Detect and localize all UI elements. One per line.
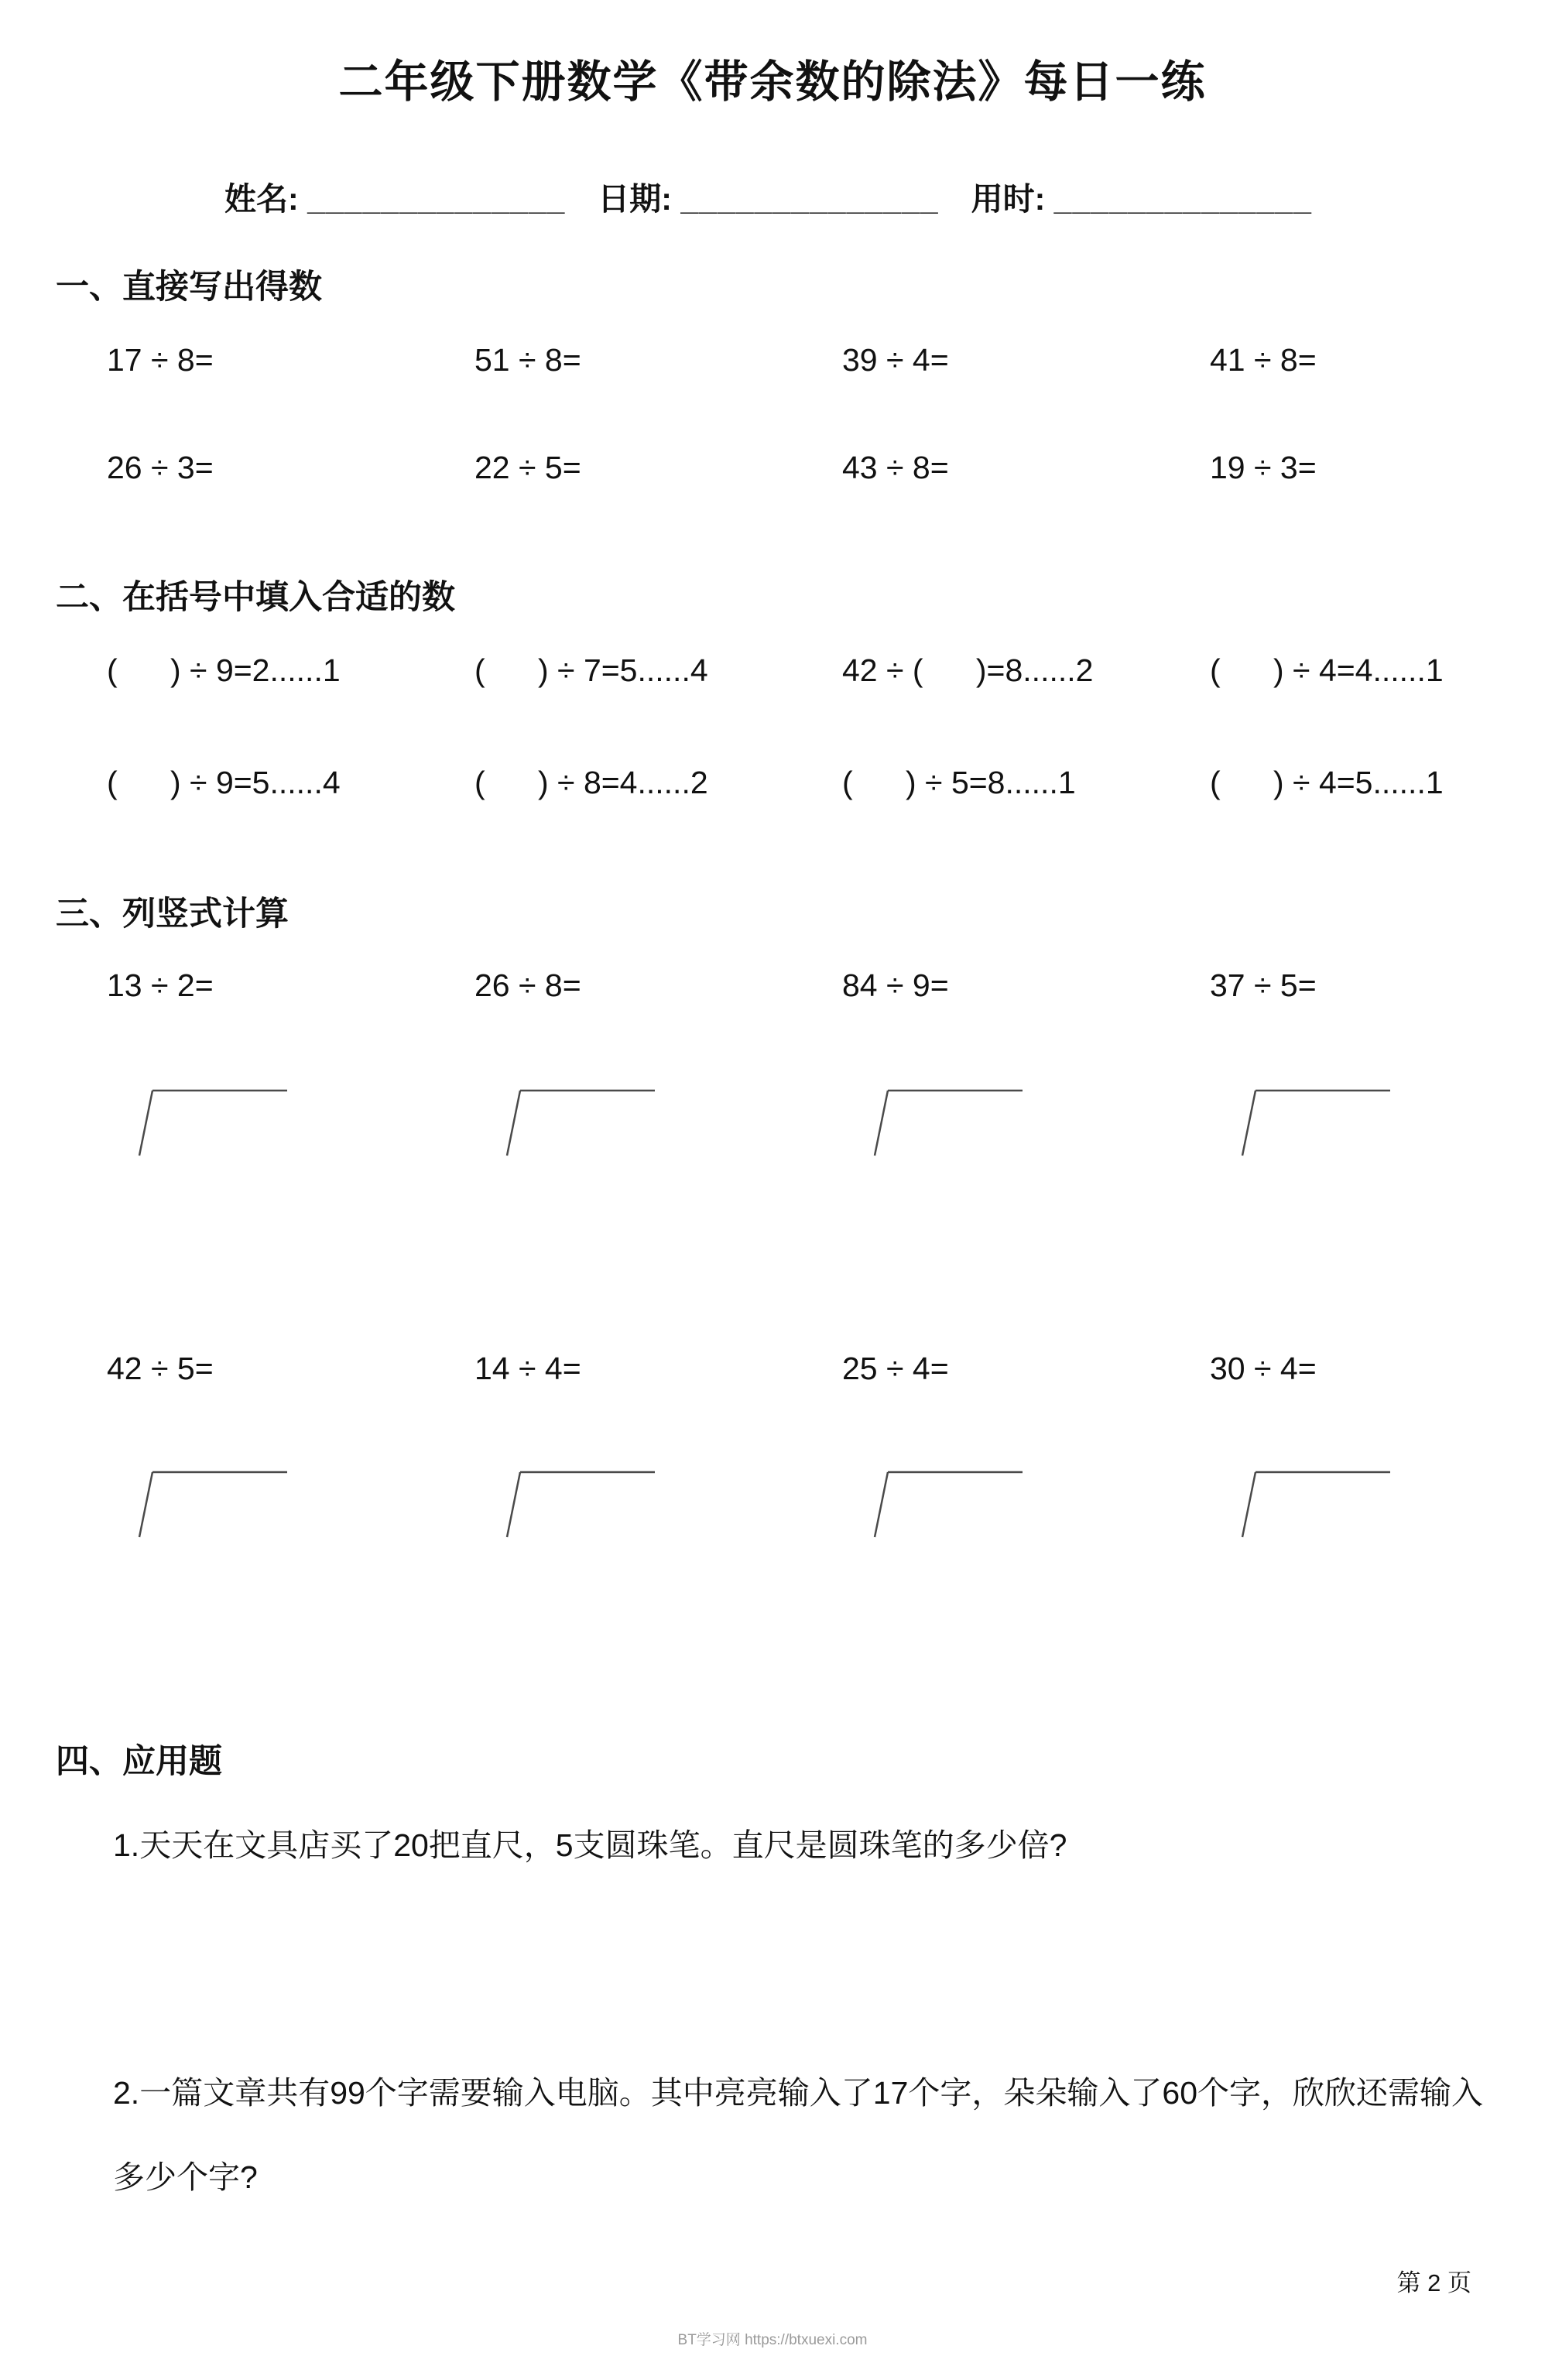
name-blank: ______________ xyxy=(307,181,566,217)
problem: ( ) ÷ 4=4......1 xyxy=(1210,652,1444,688)
problem: 14 ÷ 4= xyxy=(474,1351,581,1386)
problem: ( ) ÷ 5=8......1 xyxy=(842,765,1076,800)
problem: 30 ÷ 4= xyxy=(1210,1351,1317,1386)
problem: 84 ÷ 9= xyxy=(842,967,949,1003)
problem: 37 ÷ 5= xyxy=(1210,967,1317,1003)
time-label xyxy=(971,181,1312,217)
date-blank: ______________ xyxy=(680,181,939,217)
watermark-site: BT学习网 https://btxuexi.com xyxy=(677,2332,868,2348)
oral-problems-row-2 xyxy=(107,450,1545,486)
problem: 42 ÷ ( )=8......2 xyxy=(842,652,1094,688)
problem: ( ) ÷ 4=5......1 xyxy=(1210,765,1444,800)
long-division-bracket-icon xyxy=(474,1087,842,1159)
name-label-text: 姓名: xyxy=(224,181,299,217)
section4-heading: 四、应用题 xyxy=(56,1743,222,1780)
name-label xyxy=(224,181,565,217)
section2-heading: 二、在括号中填入合适的数 xyxy=(56,579,455,616)
fill-bracket-row-2 xyxy=(107,765,1545,801)
long-division-bracket-icon xyxy=(1210,1087,1545,1159)
long-division-bracket-icon xyxy=(107,1087,474,1159)
long-division-bracket-icon xyxy=(107,1469,474,1540)
time-blank: ______________ xyxy=(1053,181,1312,217)
problem: ( ) ÷ 8=4......2 xyxy=(474,765,708,800)
problem: 41 ÷ 8= xyxy=(1210,342,1317,378)
fill-bracket-row-1 xyxy=(107,652,1545,689)
meta-line xyxy=(224,173,1545,219)
problem: 43 ÷ 8= xyxy=(842,450,949,485)
problem: 19 ÷ 3= xyxy=(1210,450,1317,485)
problem: 51 ÷ 8= xyxy=(474,342,581,378)
section1-heading: 一、直接写出得数 xyxy=(56,269,322,306)
problem: 17 ÷ 8= xyxy=(107,342,214,378)
column-calc-row-2 xyxy=(107,1351,1545,1387)
problem: 42 ÷ 5= xyxy=(107,1351,214,1386)
time-label-text: 用时: xyxy=(971,181,1046,217)
word-problem-1: 1.天天在文具店买了20把直尺，5支圆珠笔。直尺是圆珠笔的多少倍? xyxy=(113,1827,1067,1863)
column-calc-row-1 xyxy=(107,967,1545,1004)
long-division-bracket-icon xyxy=(842,1087,1210,1159)
long-division-brackets-row-1 xyxy=(107,1087,1545,1159)
word-problem-2: 2.一篇文章共有99个字需要输入电脑。其中亮亮输入了17个字，朵朵输入了60个字，欣欣还需输入多少个字? xyxy=(113,2075,1484,2195)
problem: ( ) ÷ 7=5......4 xyxy=(474,652,708,688)
date-label-text: 日期: xyxy=(598,181,672,217)
problem: 26 ÷ 8= xyxy=(474,967,581,1003)
long-division-brackets-row-2 xyxy=(107,1469,1545,1540)
long-division-bracket-icon xyxy=(1210,1469,1545,1540)
problem: 13 ÷ 2= xyxy=(107,967,214,1003)
oral-problems-row-1 xyxy=(107,342,1545,378)
page-number: 第 2 页 xyxy=(1396,2269,1471,2296)
problem: 22 ÷ 5= xyxy=(474,450,581,485)
problem: 25 ÷ 4= xyxy=(842,1351,949,1386)
problem: ( ) ÷ 9=5......4 xyxy=(107,765,341,800)
page-title: 二年级下册数学《带余数的除法》每日一练 xyxy=(338,57,1207,107)
date-label xyxy=(598,181,938,217)
long-division-bracket-icon xyxy=(474,1469,842,1540)
section3-heading: 三、列竖式计算 xyxy=(56,895,289,933)
long-division-bracket-icon xyxy=(842,1469,1210,1540)
problem: ( ) ÷ 9=2......1 xyxy=(107,652,341,688)
problem: 39 ÷ 4= xyxy=(842,342,949,378)
problem: 26 ÷ 3= xyxy=(107,450,214,485)
